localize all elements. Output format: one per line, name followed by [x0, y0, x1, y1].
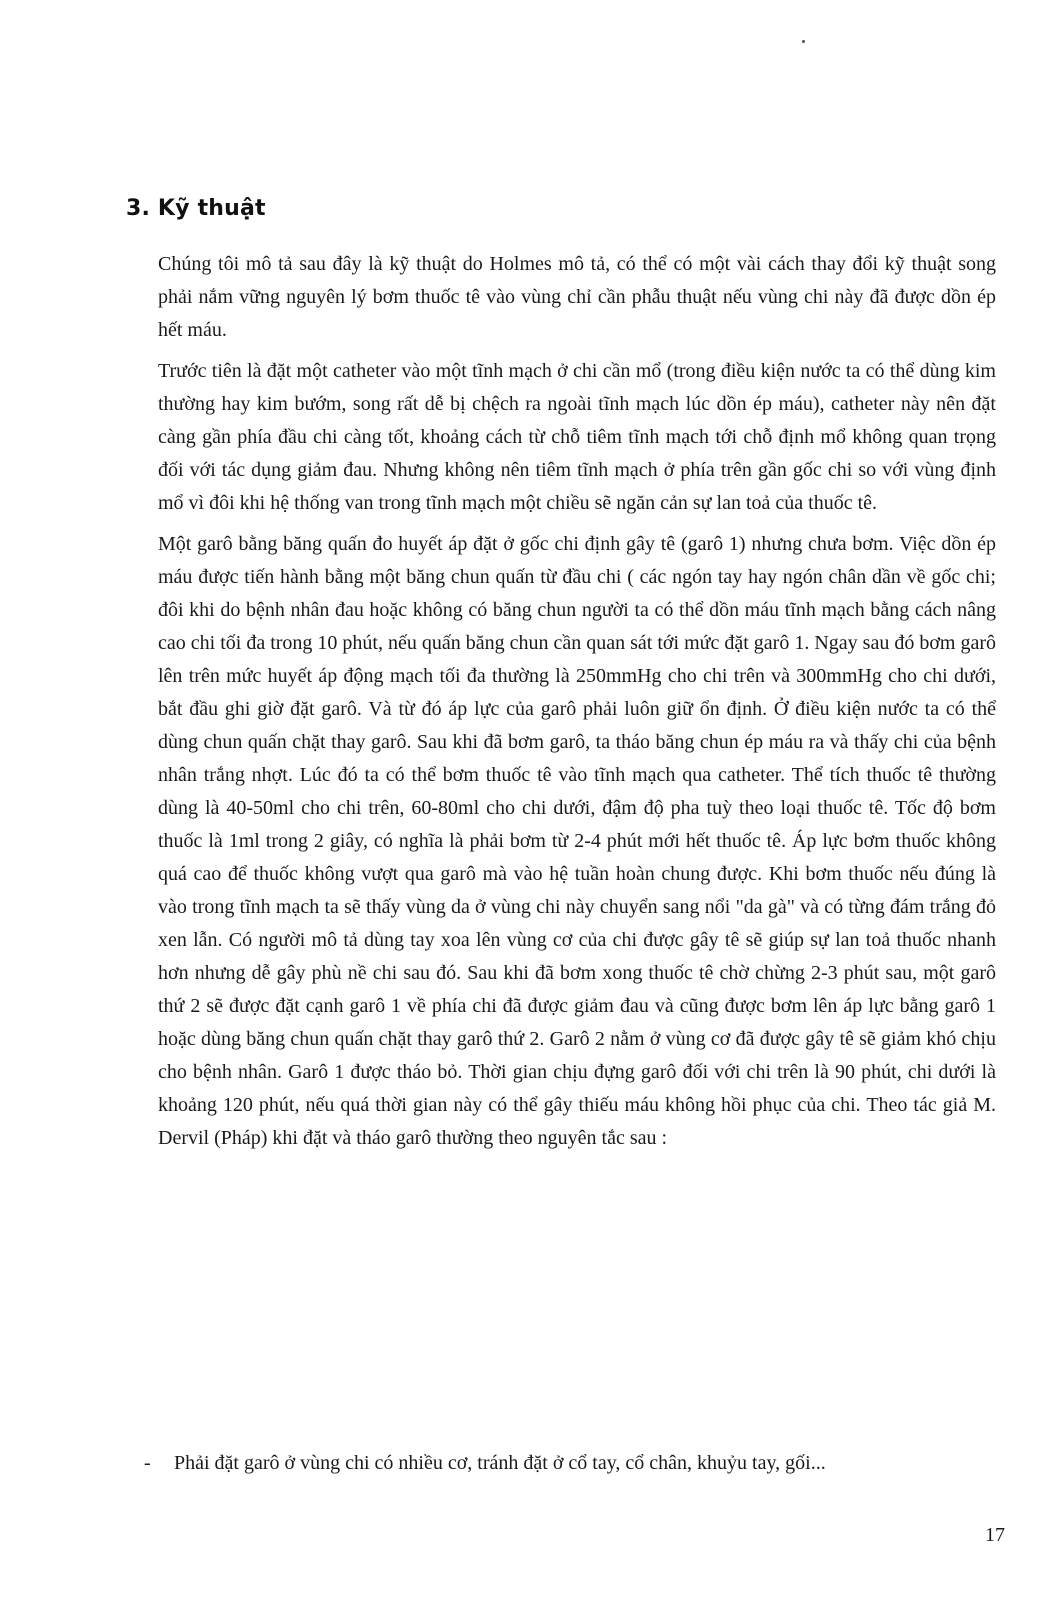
section-heading: 3. Kỹ thuật — [126, 196, 266, 221]
bullet-text: Phải đặt garô ở vùng chi có nhiều cơ, tránh đặt ở cổ tay, cổ chân, khuỷu tay, gối... — [174, 1452, 826, 1474]
list-item — [144, 1447, 1024, 1480]
scan-speck — [802, 40, 805, 43]
page-number: 17 — [985, 1524, 1005, 1546]
body-text — [158, 248, 996, 1163]
paragraph-tourniquet: Một garô bằng băng quấn đo huyết áp đặt ở gốc chi định gây tê (garô 1) nhưng chưa bơm. Việc dồn ép máu được tiến hành bằng một băng chun quấn từ đầu chi ( các ngón tay hay ngón chân dần về gốc chi; đôi khi do bệnh nhân đau hoặc không có băng chun người ta có thể dồn máu tĩnh mạch bằng cách nâng cao chi tối đa trong 10 phút, nếu quấn băng chun cần quan sát tới mức đặt garô 1. Ngay sau đó bơm garô lên trên mức huyết áp động mạch tối đa thường là 250mmHg cho chi trên và 300mmHg cho chi dưới, bắt đầu ghi giờ đặt garô. Và từ đó áp lực của garô phải luôn giữ ổn định. Ở điều kiện nước ta có thể dùng chun quấn chặt thay garô. Sau khi đã bơm garô, ta tháo băng chun ép máu ra và thấy chi của bệnh nhân trắng nhợt. Lúc đó ta có thể bơm thuốc tê vào tĩnh mạch qua catheter. Thể tích thuốc tê thường dùng là 40-50ml cho chi trên, 60-80ml cho chi dưới, đậm độ pha tuỳ theo loại thuốc tê. Tốc độ bơm thuốc là 1ml trong 2 giây, có nghĩa là phải bơm từ 2-4 phút mới hết thuốc tê. Áp lực bơm thuốc không quá cao để thuốc không vượt qua garô mà vào hệ tuần hoàn chung được. Khi bơm thuốc nếu đúng là vào trong tĩnh mạch ta sẽ thấy vùng da ở vùng chi này chuyển sang nổi "da gà" và có từng đám trắng đỏ xen lẫn. Có người mô tả dùng tay xoa lên vùng cơ của chi được gây tê sẽ giúp sự lan toả thuốc nhanh hơn nhưng dễ gây phù nề chi sau đó. Sau khi đã bơm xong thuốc tê chờ chừng 2-3 phút sau, một garô thứ 2 sẽ được đặt cạnh garô 1 về phía chi đã được giảm đau và cũng được bơm lên áp lực bằng garô 1 hoặc dùng băng chun quấn chặt thay garô thứ 2. Garô 2 nằm ở vùng cơ đã được gây tê sẽ giảm khó chịu cho bệnh nhân. Garô 1 được tháo bỏ. Thời gian chịu đựng garô đối với chi trên là 90 phút, chi dưới là khoảng 120 phút, nếu quá thời gian này có thể gây thiếu máu không hồi phục của chi. Theo tác giả M. Dervil (Pháp) khi đặt và tháo garô thường theo nguyên tắc sau : — [158, 533, 996, 1149]
bullet-marker: - — [144, 1452, 151, 1474]
paragraph-intro: Chúng tôi mô tả sau đây là kỹ thuật do Holmes mô tả, có thể có một vài cách thay đổi kỹ thuật song phải nắm vững nguyên lý bơm thuốc tê vào vùng chỉ cần phẫu thuật nếu vùng chi này đã được dồn ép hết máu. — [158, 253, 996, 341]
paragraph-catheter: Trước tiên là đặt một catheter vào một tĩnh mạch ở chi cần mổ (trong điều kiện nước ta có thể dùng kim thường hay kim bướm, song rất dễ bị chệch ra ngoài tĩnh mạch lúc dồn ép máu), catheter này nên đặt càng gần phía đầu chi càng tốt, khoảng cách từ chỗ tiêm tĩnh mạch tới chỗ định mổ không quan trọng đối với tác dụng giảm đau. Nhưng không nên tiêm tĩnh mạch ở phía trên gần gốc chi so với vùng định mổ vì đôi khi hệ thống van trong tĩnh mạch một chiều sẽ ngăn cản sự lan toả của thuốc tê. — [158, 360, 996, 514]
